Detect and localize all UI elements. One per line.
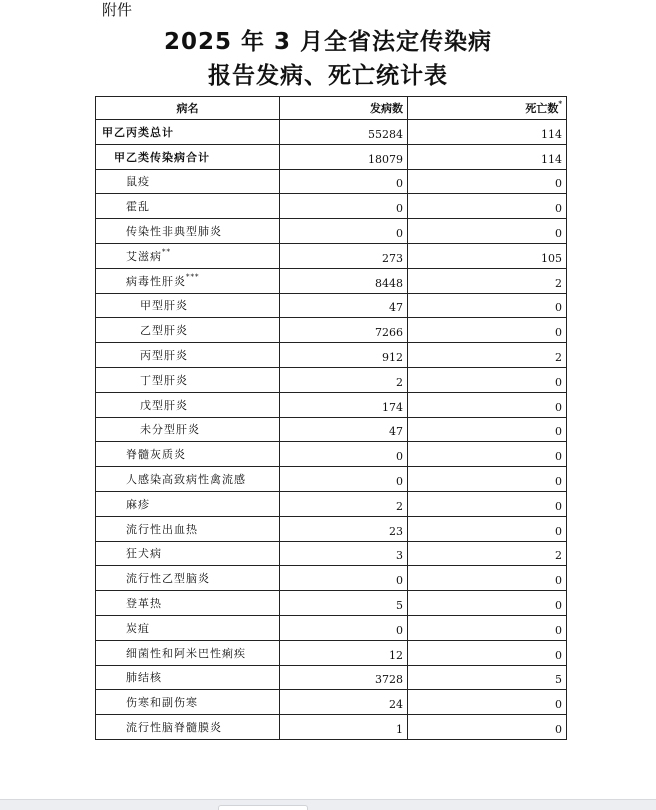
disease-name-cell — [96, 591, 280, 616]
deaths-cell: 114 — [408, 144, 567, 169]
disease-name: 鼠疫 — [126, 175, 150, 189]
disease-name-cell — [96, 566, 280, 591]
cases-cell: 0 — [280, 442, 408, 467]
deaths-cell: 2 — [408, 343, 567, 368]
cases-cell: 2 — [280, 367, 408, 392]
table-row — [96, 268, 567, 293]
disease-name-cell — [96, 541, 280, 566]
disease-name: 流行性脑脊髓膜炎 — [126, 721, 222, 735]
table-row — [96, 491, 567, 516]
disease-name: 流行性乙型脑炎 — [126, 572, 210, 586]
disease-name-cell — [96, 467, 280, 492]
disease-name: 丁型肝炎 — [140, 373, 188, 387]
table-row — [96, 392, 567, 417]
cases-cell: 18079 — [280, 144, 408, 169]
disease-name-cell — [96, 417, 280, 442]
table-row — [96, 169, 567, 194]
cases-cell: 0 — [280, 467, 408, 492]
viewer-bottom-bar — [0, 799, 656, 810]
disease-name: 传染性非典型肺炎 — [126, 225, 222, 239]
disease-footnote-mark: ** — [162, 247, 171, 256]
disease-name: 甲乙类传染病合计 — [114, 150, 210, 164]
table-row — [96, 194, 567, 219]
deaths-cell: 0 — [408, 491, 567, 516]
header-deaths-footnote-mark: * — [558, 99, 562, 108]
deaths-cell: 0 — [408, 194, 567, 219]
header-deaths-label: 死亡数 — [525, 102, 559, 115]
disease-name-cell — [96, 120, 280, 145]
disease-name: 炭疽 — [126, 621, 150, 635]
cases-cell: 0 — [280, 615, 408, 640]
deaths-cell: 0 — [408, 293, 567, 318]
table-row — [96, 516, 567, 541]
cases-cell: 23 — [280, 516, 408, 541]
deaths-cell: 0 — [408, 442, 567, 467]
cases-cell: 2 — [280, 491, 408, 516]
cases-cell: 8448 — [280, 268, 408, 293]
disease-name: 霍乱 — [126, 200, 150, 214]
deaths-cell: 0 — [408, 715, 567, 740]
disease-name: 流行性出血热 — [126, 522, 198, 536]
cases-cell: 24 — [280, 690, 408, 715]
disease-name-cell — [96, 640, 280, 665]
disease-name-cell — [96, 690, 280, 715]
disease-name-cell — [96, 665, 280, 690]
disease-name: 登革热 — [126, 597, 162, 611]
header-disease-name: 病名 — [96, 97, 280, 120]
cases-cell: 5 — [280, 591, 408, 616]
disease-name-cell — [96, 343, 280, 368]
disease-name: 戊型肝炎 — [140, 398, 188, 412]
table-row — [96, 640, 567, 665]
disease-name: 艾滋病 — [126, 249, 162, 263]
disease-name-cell — [96, 367, 280, 392]
page-title-line-1: 2025 年 3 月全省法定传染病 — [163, 29, 493, 55]
deaths-cell: 0 — [408, 219, 567, 244]
viewer-bottom-handle[interactable] — [218, 805, 308, 810]
table-row — [96, 144, 567, 169]
disease-name-cell — [96, 516, 280, 541]
cases-cell: 47 — [280, 293, 408, 318]
cases-cell: 12 — [280, 640, 408, 665]
cases-cell: 0 — [280, 566, 408, 591]
disease-name: 细菌性和阿米巴性痢疾 — [126, 646, 246, 660]
disease-name-cell — [96, 715, 280, 740]
deaths-cell: 0 — [408, 566, 567, 591]
deaths-cell: 0 — [408, 690, 567, 715]
cases-cell: 0 — [280, 219, 408, 244]
disease-name: 麻疹 — [126, 497, 150, 511]
header-cases: 发病数 — [280, 97, 408, 120]
disease-name-cell — [96, 491, 280, 516]
table-row — [96, 715, 567, 740]
disease-name-cell — [96, 144, 280, 169]
disease-name: 狂犬病 — [126, 547, 162, 561]
table-row — [96, 665, 567, 690]
deaths-cell: 0 — [408, 615, 567, 640]
disease-name-cell — [96, 219, 280, 244]
disease-name-cell — [96, 615, 280, 640]
table-row — [96, 442, 567, 467]
deaths-cell: 5 — [408, 665, 567, 690]
deaths-cell: 0 — [408, 169, 567, 194]
cases-cell: 55284 — [280, 120, 408, 145]
disease-name: 甲乙丙类总计 — [102, 125, 174, 139]
cases-cell: 1 — [280, 715, 408, 740]
table-row — [96, 615, 567, 640]
deaths-cell: 0 — [408, 417, 567, 442]
cases-cell: 0 — [280, 194, 408, 219]
disease-name: 伤寒和副伤寒 — [126, 696, 198, 710]
table-row — [96, 219, 567, 244]
disease-name: 肺结核 — [126, 671, 162, 685]
deaths-cell: 0 — [408, 367, 567, 392]
deaths-cell: 0 — [408, 640, 567, 665]
table-row — [96, 343, 567, 368]
disease-name-cell — [96, 318, 280, 343]
page-title-line-2: 报告发病、死亡统计表 — [208, 63, 448, 89]
disease-name-cell — [96, 243, 280, 268]
table-row — [96, 293, 567, 318]
header-deaths — [408, 97, 567, 120]
table-row — [96, 417, 567, 442]
cases-cell: 3 — [280, 541, 408, 566]
disease-footnote-mark: *** — [186, 272, 200, 281]
disease-name-cell — [96, 392, 280, 417]
deaths-cell: 114 — [408, 120, 567, 145]
deaths-cell: 0 — [408, 516, 567, 541]
table-header-row — [96, 97, 567, 120]
disease-name-cell — [96, 169, 280, 194]
disease-name-cell — [96, 194, 280, 219]
cases-cell: 273 — [280, 243, 408, 268]
disease-statistics-table — [95, 96, 567, 740]
deaths-cell: 2 — [408, 541, 567, 566]
table-body — [96, 120, 567, 740]
table-row — [96, 120, 567, 145]
cases-cell: 174 — [280, 392, 408, 417]
deaths-cell: 2 — [408, 268, 567, 293]
cases-cell: 3728 — [280, 665, 408, 690]
table-row — [96, 690, 567, 715]
deaths-cell: 0 — [408, 392, 567, 417]
table-row — [96, 566, 567, 591]
table-row — [96, 467, 567, 492]
table-row — [96, 243, 567, 268]
disease-name-cell — [96, 442, 280, 467]
cases-cell: 0 — [280, 169, 408, 194]
deaths-cell: 0 — [408, 318, 567, 343]
disease-name: 乙型肝炎 — [140, 324, 188, 338]
table-row — [96, 591, 567, 616]
table-row — [96, 318, 567, 343]
disease-name: 未分型肝炎 — [140, 423, 200, 437]
deaths-cell: 0 — [408, 467, 567, 492]
cases-cell: 912 — [280, 343, 408, 368]
disease-name: 丙型肝炎 — [140, 349, 188, 363]
disease-name: 病毒性肝炎 — [126, 274, 186, 288]
cases-cell: 7266 — [280, 318, 408, 343]
table-row — [96, 541, 567, 566]
disease-name: 甲型肝炎 — [140, 299, 188, 313]
disease-name-cell — [96, 268, 280, 293]
deaths-cell: 0 — [408, 591, 567, 616]
disease-name: 脊髓灰质炎 — [126, 448, 186, 462]
attachment-label: 附件 — [102, 1, 133, 19]
disease-name: 人感染高致病性禽流感 — [126, 473, 246, 487]
table-row — [96, 367, 567, 392]
disease-name-cell — [96, 293, 280, 318]
cases-cell: 47 — [280, 417, 408, 442]
deaths-cell: 105 — [408, 243, 567, 268]
